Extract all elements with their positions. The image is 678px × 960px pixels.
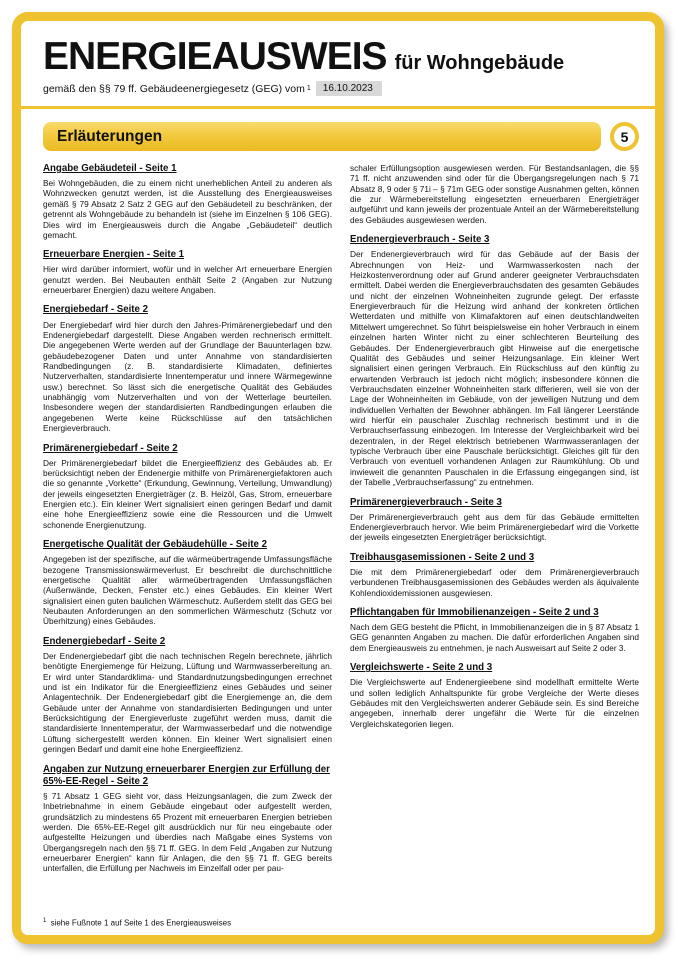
law-reference-text: gemäß den §§ 79 ff. Gebäudeenergiegesetz (GEG) vom <box>43 82 305 95</box>
section-primaerenergiebedarf <box>43 443 332 531</box>
footnote-marker: 1 <box>43 918 47 925</box>
section-heading: Endenergieverbrauch - Seite 3 <box>350 234 490 246</box>
section-endenergieverbrauch <box>350 234 639 487</box>
section-heading: Pflichtangaben für Immobilienanzeigen - Seite 2 und 3 <box>350 606 599 618</box>
section-heading: Vergleichswerte - Seite 2 und 3 <box>350 662 493 674</box>
section-pflichtangaben-immobilienanzeigen <box>350 607 639 653</box>
page-frame <box>12 12 664 944</box>
section-body: Die mit dem Primärenergiebedarf oder dem Primärenergieverbrauch verbundenen Treibhausgasemissionen des Gebäudes werden als äquivalente Kohlendioxidemissionen ausgewiesen. <box>350 566 639 598</box>
section-heading: Erneuerbare Energien - Seite 1 <box>43 249 185 261</box>
section-body: Der Primärenergieverbrauch geht aus dem für das Gebäude ermittelten Endenergieverbrauch hervor. Wie beim Primärenergiebedarf wird die Vorkette der jeweils eingesetzten Energieträger berücksichtigt. <box>350 511 639 543</box>
section-banner <box>43 122 601 151</box>
section-qualitaet-gebaeudehuelle <box>43 539 332 627</box>
section-body: Nach dem GEG besteht die Pflicht, in Immobilienanzeigen die in § 87 Absatz 1 GEG genannten Angaben zu machen. Die dafür erforderlichen Angaben sind dem Energieausweis zu entnehmen, je nach Ausweisart auf Seite 2 oder 3. <box>350 622 639 653</box>
section-heading: Primärenergieverbrauch - Seite 3 <box>350 496 502 508</box>
document-title: ENERGIEAUSWEIS <box>43 35 387 78</box>
left-column <box>43 163 332 874</box>
section-heading: Primärenergiebedarf - Seite 2 <box>43 442 178 454</box>
section-body: Angegeben ist der spezifische, auf die wärmeübertragende Umfassungsfläche bezogene Transmissionswärmeverlust. Er beschreibt die durchschnittliche energetische Qualität aller wärmeübertragenden Umfassungsflächen (Außenwände, Decken, Fenster etc.) eines Gebäudes. Ein kleiner Wert signalisiert einen guten baulichen Wärmeschutz. Außerdem stellt das GEG bei Neubauten Anforderungen an den sommerlichen Wärmeschutz (Schutz vor Überhitzung) eines Gebäudes. <box>43 554 332 627</box>
section-energiebedarf <box>43 304 332 433</box>
section-body: Der Endenergiebedarf gibt die nach technischen Regeln berechnete, jährlich benötigte Energiemenge für Heizung, Lüftung und Warmwasserbereitung an. Er wird unter Standardklima- und Standardnutzungsbedingungen errechnet und ist ein Indikator für die Energieeffizienz eines Gebäudes und seiner Anlagentechnik. Der Endenergiebedarf gibt die Energiemenge an, die dem Gebäude unter der Annahme von standardisierten Bedingungen und unter Berücksichtigung der Energieverluste zugeführt werden muss, damit die standardisierte Innentemperatur, der Warmwasserbedarf und die notwendige Lüftung sichergestellt werden können. Ein kleiner Wert signalisiert einen geringen Bedarf und damit eine hohe Energieeffizienz. <box>43 650 332 755</box>
section-heading: Angabe Gebäudeteil - Seite 1 <box>43 163 177 174</box>
section-body: Bei Wohngebäuden, die zu einem nicht unerheblichen Anteil zu anderen als Wohnzwecken genutzt werden, ist die Ausstellung des Energieausweises gemäß § 79 Absatz 2 Satz 2 GEG auf den Gebäudeteil zu beschränken, der getrennt als Wohngebäude zu behandeln ist (siehe im Einzelnen § 106 GEG). Dies wird im Energieausweis durch die Angabe „Gebäudeteil“ deutlich gemacht. <box>43 178 332 240</box>
page-number-badge <box>610 122 639 151</box>
section-body: Die Vergleichswerte auf Endenergieebene sind modellhaft ermittelte Werte und sollen lediglich Anhaltspunkte für grobe Vergleiche der Werte dieses Gebäudes mit den Vergleichswerten anderer Gebäude sein. Es sind Bereiche angegeben, innerhalb derer ungefähr die Werte für die einzelnen Vergleichskategorien liegen. <box>350 677 639 729</box>
banner-row <box>43 122 639 151</box>
section-body: § 71 Absatz 1 GEG sieht vor, dass Heizungsanlagen, die zum Zweck der Inbetriebnahme in einem Gebäude eingebaut oder aufgestellt werden, grundsätzlich zu mindestens 65 Prozent mit erneuerbaren Energien betrieben werden. Die 65%-EE-Regel gilt ausdrücklich nur für neu eingebaute oder aufgestellte Heizungen und überdies nach Maßgabe eines Systems von Übergangsregeln nach den §§ 71 ff. GEG. In dem Feld „Angaben zur Nutzung erneuerbarer Energien“ kann für Anlagen, die den §§ 71 ff. GEG bereits unterfallen, die Erfüllung per Nachweis im Einzelfall oder per pau- <box>43 790 332 874</box>
footnote-text: siehe Fußnote 1 auf Seite 1 des Energieausweises <box>50 919 232 928</box>
issue-date-field: 16.10.2023 <box>316 81 382 96</box>
section-erneuerbare-energien <box>43 249 332 295</box>
footnote <box>43 918 231 928</box>
right-column <box>350 163 639 874</box>
section-heading: Energetische Qualität der Gebäudehülle - Seite 2 <box>43 539 267 551</box>
two-column-body <box>43 163 639 874</box>
section-body: Der Energiebedarf wird hier durch den Jahres-Primärenergiebedarf und den Endenergiebedarf dargestellt. Diese Angaben werden rechnerisch ermittelt. Die angegebenen Werte werden auf der Grundlage der Bauunterlagen bzw. gebäudebezogener Daten und unter Annahme von standardisierten Randbedingungen (z. B. standardisierte Klimadaten, definiertes Nutzerverhalten, standardisierte Innentemperatur und innere Wärmegewinne usw.) berechnet. So lässt sich die energetische Qualität des Gebäudes unabhängig vom Nutzerverhalten und von der Wetterlage beurteilen. Insbesondere wegen der standardisierten Randbedingungen erlauben die angegebenen Werte keine Rückschlüsse auf den tatsächlichen Energieverbrauch. <box>43 319 332 434</box>
section-body: Hier wird darüber informiert, wofür und in welcher Art erneuerbare Energien genutzt werden. Bei Neubauten enthält Seite 2 (Angaben zur Nutzung erneuerbarer Energien) dazu weitere Angaben. <box>43 264 332 296</box>
title-row <box>43 37 639 76</box>
section-heading: Energiebedarf - Seite 2 <box>43 304 148 316</box>
section-treibhausgasemissionen <box>350 552 639 598</box>
document-subtitle: für Wohngebäude <box>394 52 565 74</box>
header-divider <box>21 106 655 109</box>
section-angabe-gebaeudeteil <box>43 163 332 240</box>
document-header <box>37 37 639 96</box>
page-number: 5 <box>620 128 629 145</box>
law-reference-row <box>43 81 639 96</box>
section-endenergiebedarf <box>43 636 332 755</box>
banner-title: Erläuterungen <box>57 127 163 145</box>
section-heading: Endenergiebedarf - Seite 2 <box>43 635 166 647</box>
continuation-paragraph: schaler Erfüllungsoption ausgewiesen werden. Für Bestandsanlagen, die §§ 71 ff. nicht anzuwenden sind oder für die Übergangsregelungen nach § 71 Absatz 8, 9 oder § 71i – § 71m GEG oder sonstige Ausnahmen gelten, können die zur Wärmebereitstellung eingesetzten erneuerbaren Energieträger aufgeführt und kann jeweils der prozentuale Anteil an der Wärmebereitstellung des Gebäudes ausgewiesen werden. <box>350 163 639 225</box>
section-heading: Treibhausgasemissionen - Seite 2 und 3 <box>350 551 535 563</box>
section-body: Der Endenergieverbrauch wird für das Gebäude auf der Basis der Abrechnungen von Heiz- und Warmwasserkosten nach der Heizkostenverordnung oder auf Grund anderer geeigneter Verbrauchsdaten ermittelt. Dabei werden die Energieverbrauchsdaten des gesamten Gebäudes und nicht der einzelnen Wohneinheiten zugrunde gelegt. Der erfasste Energieverbrauch für die Heizung wird anhand der konkreten örtlichen Wetterdaten und mithilfe von Klimafaktoren auf einen deutschlandweiten Mittelwert umgerechnet. So führt beispielsweise ein hoher Verbrauch in einem einzelnen harten Winter nicht zu einer schlechteren Beurteilung des Gebäudes. Der Endenergieverbrauch gibt Hinweise auf die energetische Qualität des Gebäudes und seiner Heizungsanlage. Ein kleiner Wert signalisiert einen geringen Verbrauch. Ein Rückschluss auf den künftig zu erwartenden Verbrauch ist jedoch nicht möglich; insbesondere können die Verbrauchsdaten einzelner Wohneinheiten stark differieren, weil sie von der Lage der Wohneinheiten im Gebäude, von der jeweiligen Nutzung und dem individuellen Verhalten der Bewohner abhängen. Im Fall längerer Leerstände wird hierfür ein pauschaler Zuschlag rechnerisch bestimmt und in die Verbrauchserfassung einbezogen. Im Interesse der Vergleichbarkeit wird bei dezentralen, in der Regel elektrisch betriebenen Warmwasseranlagen der typische Verbrauch über eine Pauschale berücksichtigt. Gleiches gilt für den Verbrauch von eventuell vorhandenen Anlagen zur Raumkühlung. Ob und inwieweit die genannten Pauschalen in die Erfassung eingegangen sind, ist der Tabelle „Verbrauchserfassung“ zu entnehmen. <box>350 249 639 488</box>
section-primaerenergieverbrauch <box>350 497 639 543</box>
section-heading: Angaben zur Nutzung erneuerbarer Energien zur Erfüllung der 65%-EE-Regel - Seite 2 <box>43 763 330 787</box>
section-vergleichswerte <box>350 662 639 729</box>
section-body: Der Primärenergiebedarf bildet die Energieeffizienz des Gebäudes ab. Er berücksichtigt neben der Endenergie mithilfe von Primärenergiefaktoren auch die so genannte „Vorkette“ (Erkundung, Gewinnung, Verteilung, Umwandlung) der jeweils eingesetzten Energieträger (z. B. Heizöl, Gas, Strom, erneuerbare Energien etc.). Ein kleiner Wert signalisiert einen geringen Bedarf und damit eine hohe Energieeffizienz sowie eine die Ressourcen und die Umwelt schonende Energienutzung. <box>43 457 332 530</box>
section-65-ee-regel <box>43 764 332 874</box>
law-footnote-marker: 1 <box>306 85 311 92</box>
